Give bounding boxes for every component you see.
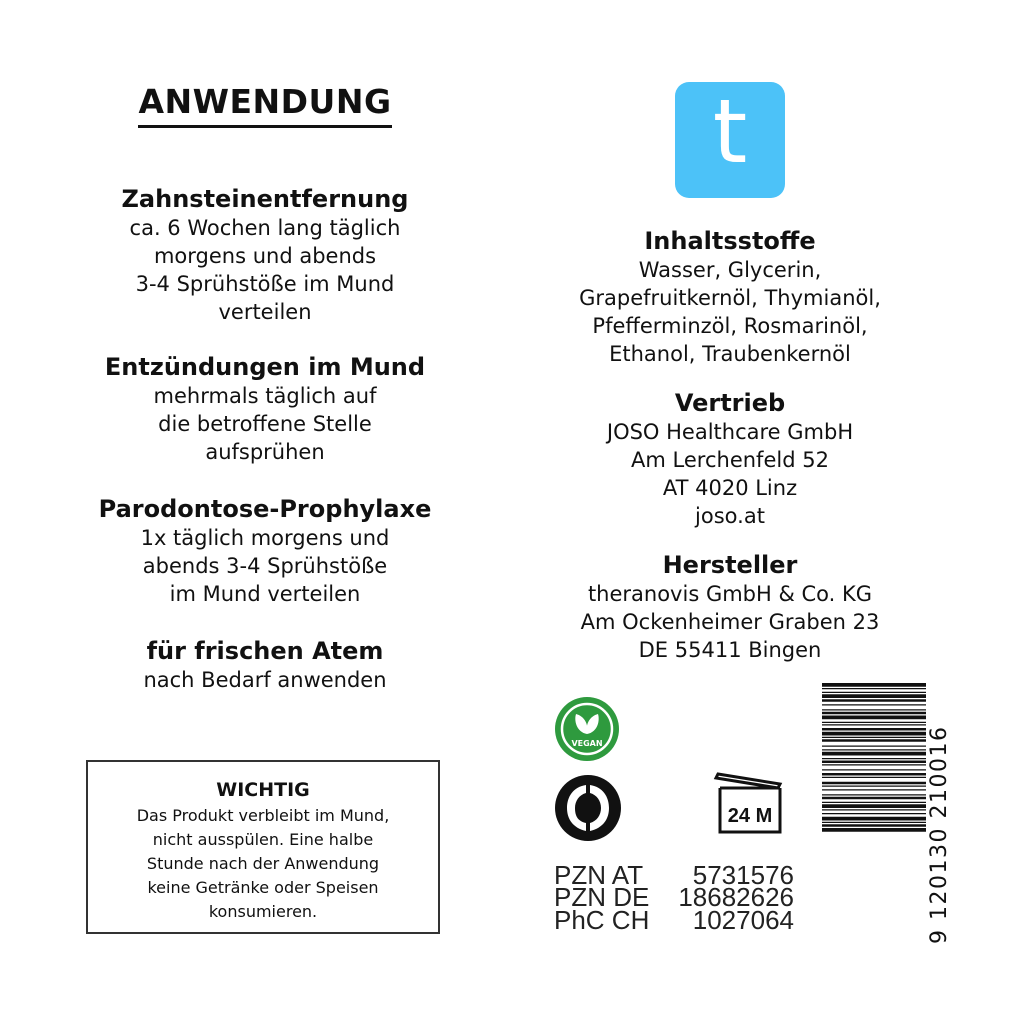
pzn-label: PZN AT: [554, 860, 644, 890]
section-line: aufsprühen: [205, 440, 325, 464]
section-line: AT 4020 Linz: [662, 476, 798, 500]
section-line: DE 55411 Bingen: [638, 638, 822, 662]
barcode-bar: [822, 777, 926, 778]
barcode-bar: [822, 746, 926, 747]
section-line: ca. 6 Wochen lang täglich: [129, 216, 401, 240]
section-heading: Hersteller: [662, 551, 798, 579]
barcode-bar: [822, 739, 926, 742]
barcode-digits: 9 120130 210016: [927, 725, 952, 944]
section-line: Grapefruitkernöl, Thymianöl,: [579, 286, 881, 310]
notice-line: Das Produkt verbleibt im Mund,: [136, 806, 390, 825]
section-parodontose: [0, 494, 530, 608]
barcode-bar: [822, 761, 926, 764]
section-line: morgens und abends: [153, 244, 377, 268]
notice-line: Stunde nach der Anwendung: [146, 854, 380, 873]
barcode-bar: [822, 712, 926, 715]
section-inhaltsstoffe: [500, 226, 960, 368]
barcode-bar: [822, 813, 926, 814]
barcode-bar: [822, 716, 926, 720]
section-heading: Parodontose-Prophylaxe: [98, 495, 432, 523]
barcode-bar: [822, 797, 926, 800]
barcode-bar: [822, 722, 926, 723]
section-heading: Inhaltsstoffe: [644, 227, 816, 255]
barcode-bar: [822, 732, 926, 736]
barcode-bar: [822, 749, 926, 750]
section-line: nach Bedarf anwenden: [143, 668, 387, 692]
section-line: im Mund verteilen: [169, 582, 361, 606]
section-line: Ethanol, Traubenkernöl: [609, 342, 851, 366]
section-line: Pfefferminzöl, Rosmarinöl,: [592, 314, 868, 338]
barcode-bar: [822, 737, 926, 738]
barcode-bar: [822, 809, 926, 810]
pzn-label: PZN DE: [554, 882, 650, 912]
barcode: [822, 683, 932, 948]
section-frischer-atem: [0, 636, 530, 694]
notice-text: [88, 804, 438, 924]
pzn-value: 18682626: [678, 882, 794, 912]
section-heading: Entzündungen im Mund: [104, 353, 426, 381]
barcode-bar: [822, 694, 926, 698]
barcode-bar: [822, 683, 926, 687]
barcode-number: [928, 694, 950, 944]
recycling-green-dot-icon: [553, 773, 623, 843]
section-line: die betroffene Stelle: [158, 412, 372, 436]
notice-line: keine Getränke oder Speisen: [147, 878, 379, 897]
period-after-opening-icon: [714, 766, 784, 836]
vegan-icon: [554, 696, 620, 762]
section-line: Am Lerchenfeld 52: [631, 448, 829, 472]
barcode-bar: [822, 773, 926, 776]
section-vertrieb: [500, 388, 960, 530]
barcode-bar: [822, 817, 926, 821]
barcode-bar: [822, 822, 926, 823]
section-line: joso.at: [695, 504, 765, 528]
notice-box: [86, 760, 440, 934]
pzn-value: 1027064: [692, 905, 794, 935]
barcode-bar: [822, 699, 926, 702]
barcode-bar: [822, 704, 926, 705]
brand-logo: t: [675, 82, 785, 198]
section-line: JOSO Healthcare GmbH: [606, 420, 854, 444]
barcode-bar: [822, 828, 926, 832]
section-line: Wasser, Glycerin,: [638, 258, 822, 282]
barcode-bar: [822, 752, 926, 756]
section-line: Am Ockenheimer Graben 23: [580, 610, 880, 634]
section-line: 3-4 Sprühstöße im Mund: [135, 272, 395, 296]
section-line: mehrmals täglich auf: [153, 384, 377, 408]
barcode-bar: [822, 728, 926, 731]
notice-line: nicht ausspülen. Eine halbe: [152, 830, 374, 849]
barcode-bar: [822, 692, 926, 693]
barcode-bar: [822, 802, 926, 803]
barcode-bar: [822, 769, 926, 770]
section-zahnsteinentfernung: [0, 184, 530, 326]
barcode-bar: [822, 786, 926, 787]
section-line: 1x täglich morgens und: [140, 526, 390, 550]
section-heading: Vertrieb: [674, 389, 786, 417]
section-heading: Zahnsteinentfernung: [121, 185, 409, 213]
page-title: ANWENDUNG: [0, 82, 530, 121]
vegan-label: VEGAN: [571, 739, 603, 748]
pzn-value: 5731576: [692, 860, 794, 890]
barcode-bar: [822, 688, 926, 689]
barcode-bar: [822, 764, 926, 765]
barcode-bar: [822, 709, 926, 710]
section-heading: für frischen Atem: [146, 637, 384, 665]
barcode-bar: [822, 789, 926, 790]
barcode-bar: [822, 758, 926, 759]
pao-label: 24 M: [727, 805, 773, 827]
section-entzuendungen: [0, 352, 530, 466]
section-hersteller: [500, 550, 960, 664]
notice-line: konsumieren.: [208, 902, 318, 921]
section-line: abends 3-4 Sprühstöße: [142, 554, 388, 578]
barcode-bar: [822, 794, 926, 795]
barcode-bar: [822, 804, 926, 808]
section-line: verteilen: [218, 300, 312, 324]
pzn-label: PhC CH: [554, 905, 650, 935]
barcode-bar: [822, 724, 926, 725]
notice-heading: WICHTIG: [216, 779, 310, 801]
barcode-bar: [822, 824, 926, 827]
barcode-bar: [822, 782, 926, 785]
section-line: theranovis GmbH & Co. KG: [587, 582, 873, 606]
